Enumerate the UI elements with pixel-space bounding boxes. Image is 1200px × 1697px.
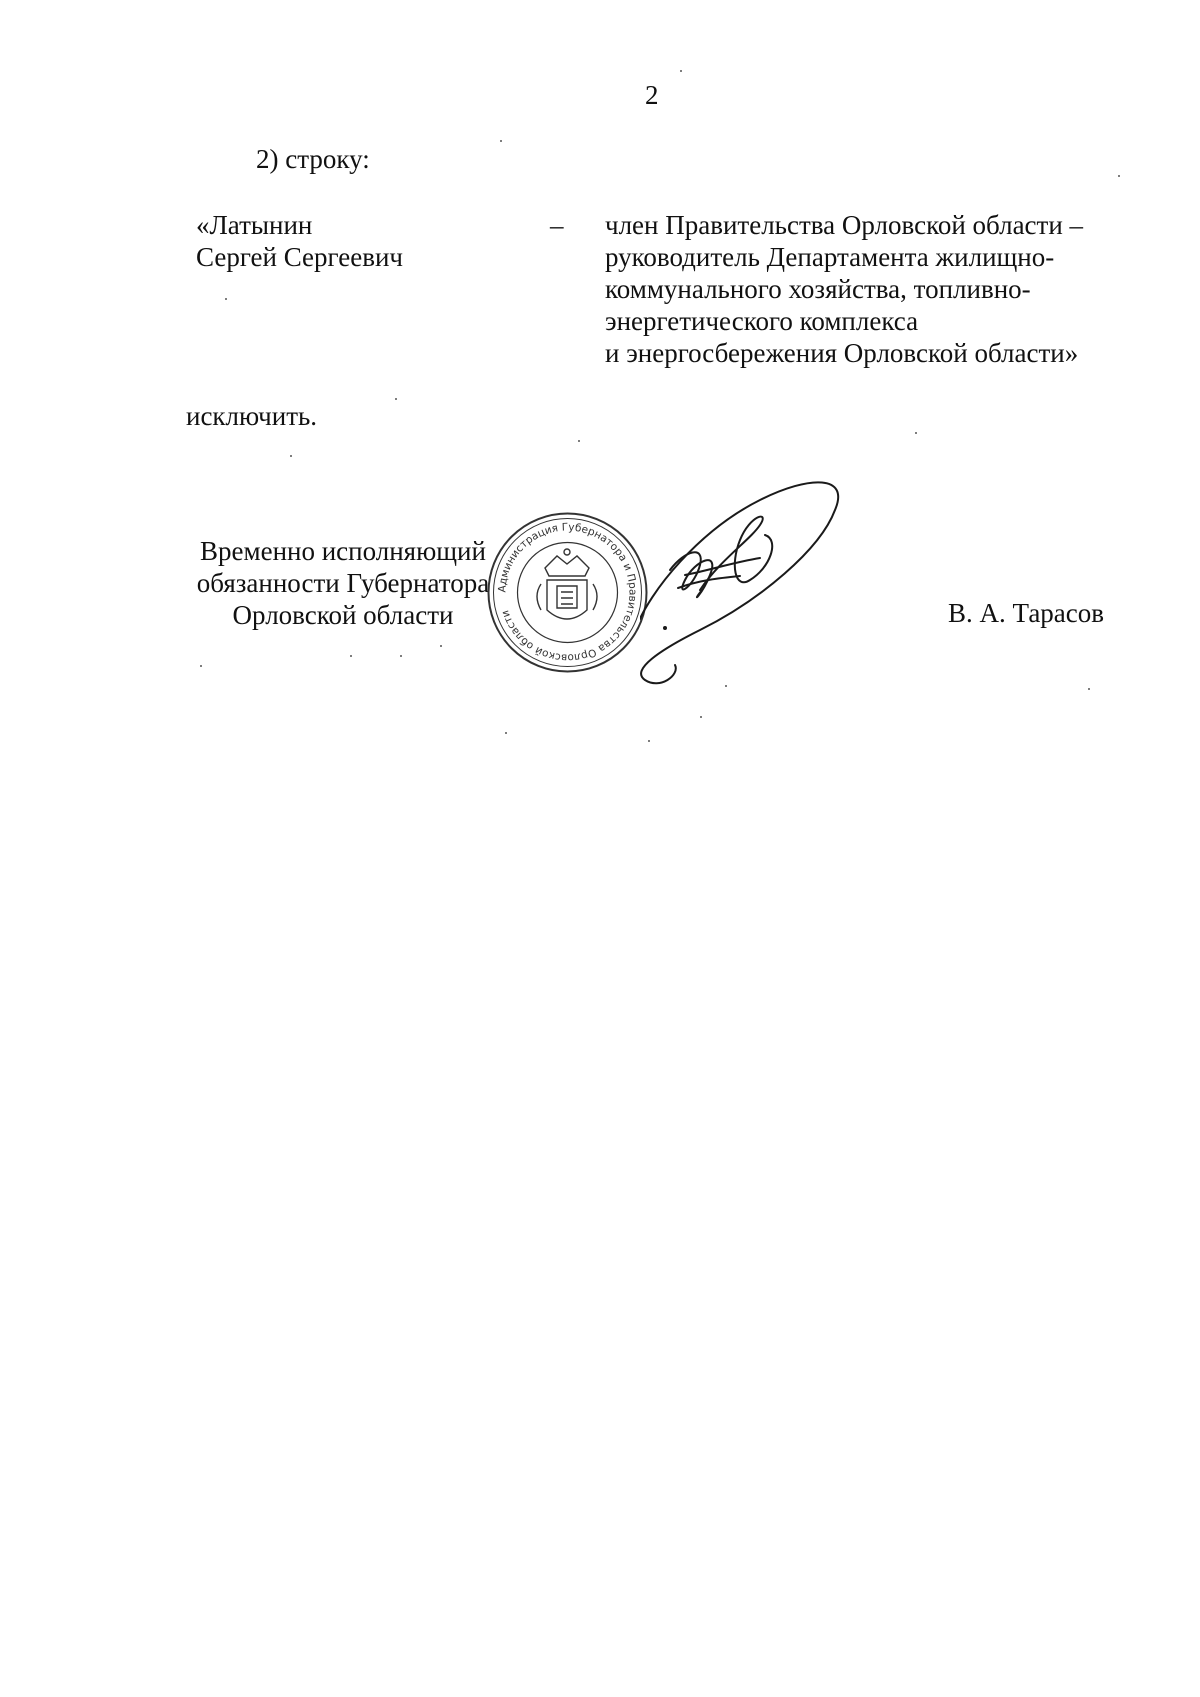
scan-speck <box>350 655 352 657</box>
scan-speck <box>290 455 292 457</box>
scan-speck <box>648 740 650 742</box>
scan-speck <box>400 655 402 657</box>
signer-title-line: Временно исполняющий <box>200 536 486 566</box>
scan-speck <box>200 665 202 667</box>
entry-name <box>196 209 403 273</box>
entry-position-line: и энергосбережения Орловской области» <box>605 338 1079 368</box>
coat-of-arms-icon <box>537 549 597 619</box>
entry-dash: – <box>550 210 564 240</box>
page-number: 2 <box>645 80 659 110</box>
handwritten-signature <box>640 480 900 690</box>
entry-position <box>605 209 1083 369</box>
scan-speck <box>225 298 227 300</box>
scan-speck <box>680 70 682 72</box>
scan-speck <box>1118 175 1120 177</box>
entry-position-line: член Правительства Орловской области – <box>605 210 1084 240</box>
scan-speck <box>395 398 397 400</box>
seal-ring-text: Администрация Губернатора и Правительства Орловской области <box>496 521 639 664</box>
exclude-instruction: исключить. <box>186 401 318 431</box>
entry-position-line: энергетического комплекса <box>605 306 919 336</box>
scan-speck <box>725 685 727 687</box>
scan-speck <box>578 440 580 442</box>
entry-name-line: Сергей Сергеевич <box>196 242 404 272</box>
item-intro: 2) строку: <box>256 144 370 174</box>
signer-title-line: Орловской области <box>232 600 454 630</box>
scan-speck <box>700 716 702 718</box>
signer-title <box>188 535 498 631</box>
signer-name: В. А. Тарасов <box>948 598 1105 628</box>
scan-speck <box>505 732 507 734</box>
official-seal <box>485 510 650 675</box>
scan-speck <box>440 645 442 647</box>
scan-speck <box>915 432 917 434</box>
scan-speck <box>500 140 502 142</box>
entry-name-line: «Латынин <box>196 210 313 240</box>
signer-title-line: обязанности Губернатора <box>196 568 490 598</box>
entry-position-line: коммунального хозяйства, топливно- <box>605 274 1031 304</box>
scan-speck <box>1088 688 1090 690</box>
entry-position-line: руководитель Департамента жилищно- <box>605 242 1055 272</box>
